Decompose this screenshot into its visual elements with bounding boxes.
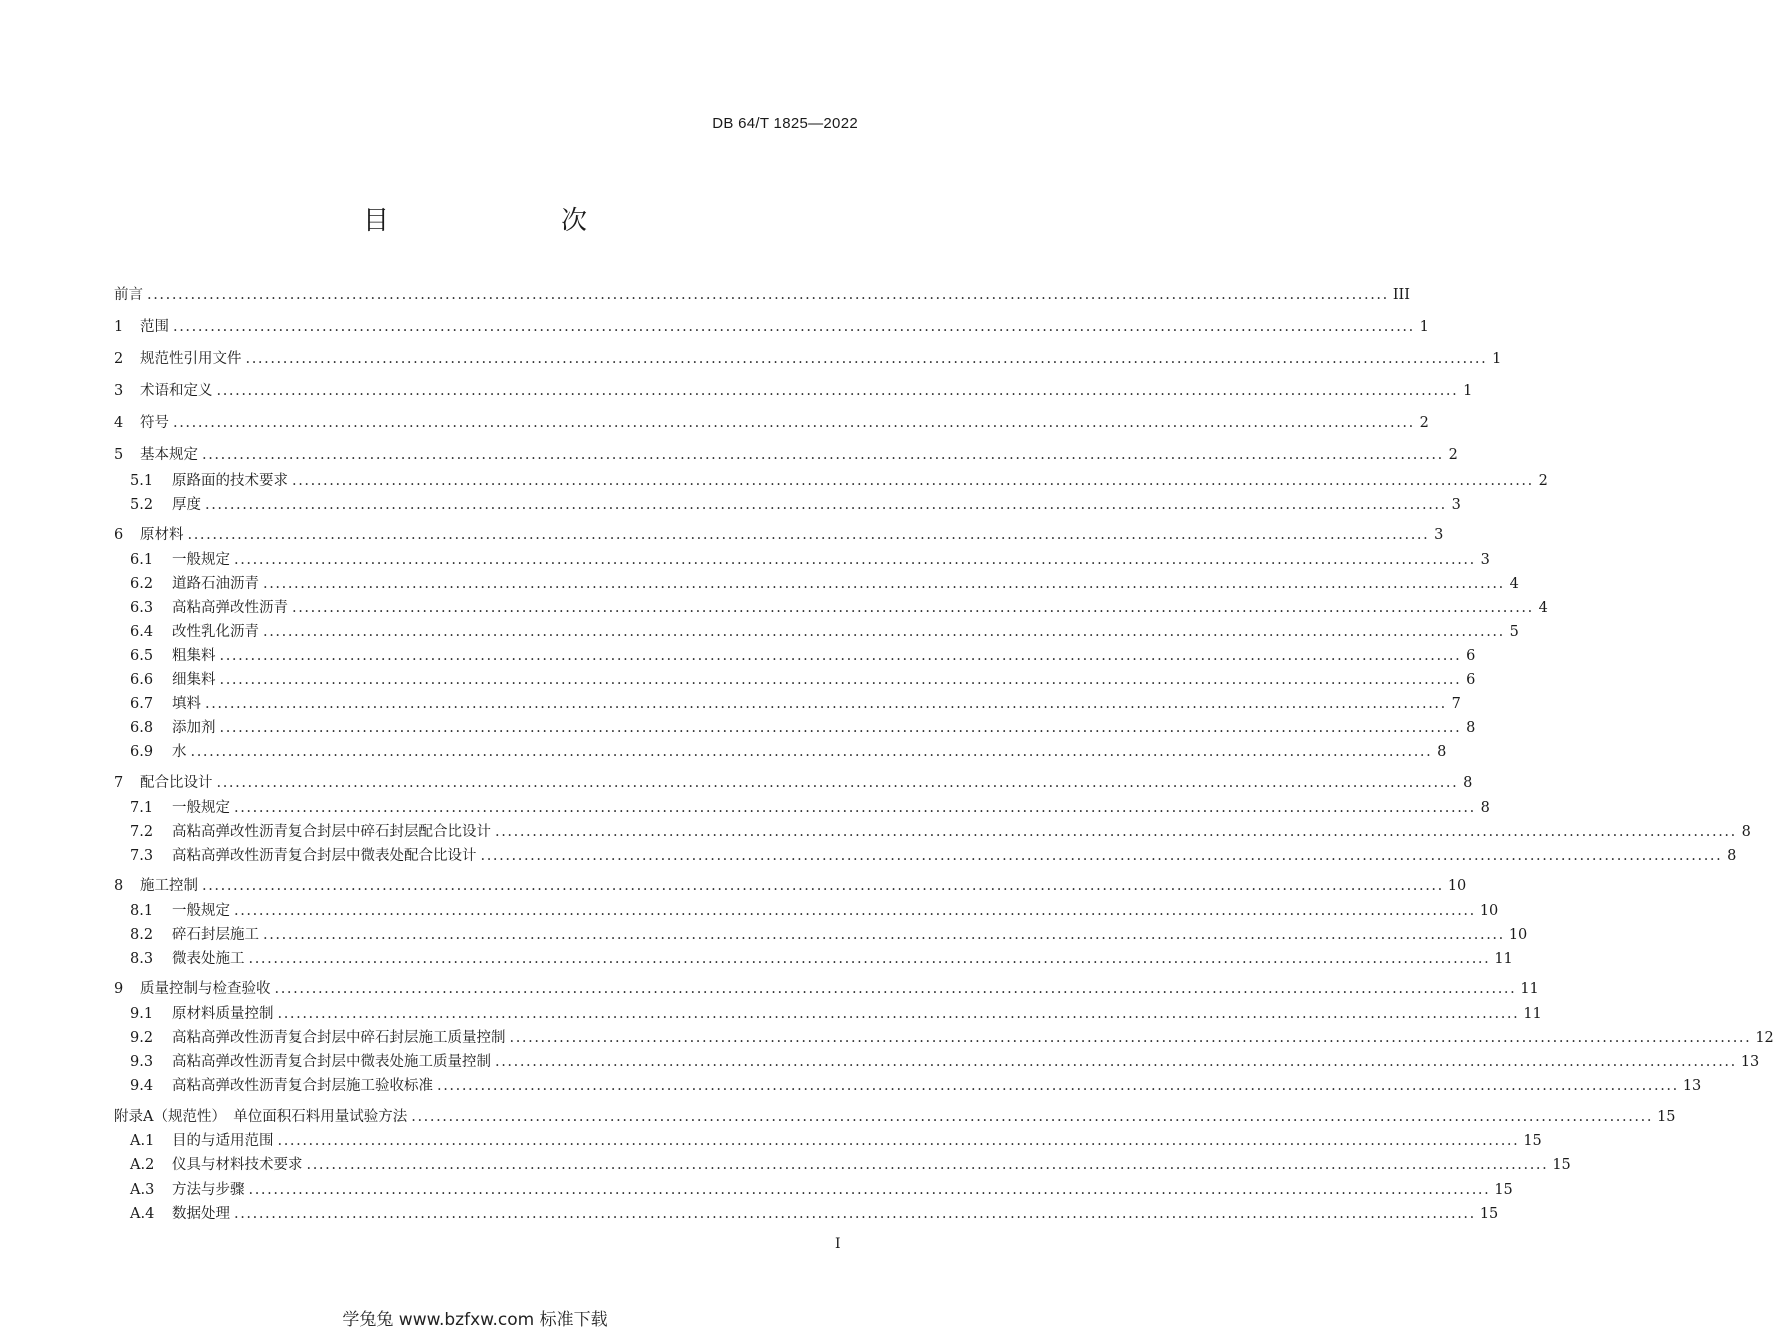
toc-leader-dots: ........................................................................................................................................................................................................: [411, 1109, 1654, 1125]
toc-entry-number: 8.3: [130, 951, 154, 967]
toc-entry-page: 10: [1508, 927, 1528, 943]
toc-entry[interactable]: [130, 742, 1447, 762]
toc-entry[interactable]: [130, 846, 1737, 866]
toc-entry[interactable]: [114, 285, 1411, 305]
toc-entry[interactable]: [130, 1076, 1702, 1096]
toc-entry-number: A.1: [130, 1133, 155, 1149]
toc-entry[interactable]: [130, 1052, 1760, 1072]
toc-leader-dots: ........................................................................................................................................................................................................: [292, 473, 1534, 489]
toc-entry-number: 6.6: [130, 672, 154, 688]
toc-leader-dots: ........................................................................................................................................................................................................: [216, 383, 1459, 399]
toc-entry-page: 11: [1523, 1006, 1542, 1022]
toc-leader-dots: ........................................................................................................................................................................................................: [147, 287, 1389, 303]
toc-entry-label: 原路面的技术要求: [172, 473, 288, 489]
toc-entry[interactable]: [130, 1180, 1513, 1200]
toc-leader-dots: ........................................................................................................................................................................................................: [173, 319, 1415, 335]
toc-leader-dots: ........................................................................................................................................................................................................: [292, 600, 1534, 616]
toc-entry-number: 6.1: [130, 552, 154, 568]
toc-entry-page: 8: [1466, 720, 1476, 736]
toc-entry-label: 配合比设计: [140, 775, 213, 791]
toc-entry-page: 2: [1448, 447, 1458, 463]
toc-entry-number: A.4: [130, 1206, 155, 1222]
toc-entry-number: 8.2: [130, 927, 154, 943]
toc-entry-page: 7: [1451, 696, 1461, 712]
toc-entry-page: 15: [1523, 1133, 1542, 1149]
toc-entry-number: 8: [114, 878, 124, 894]
toc-entry-page: 11: [1494, 951, 1513, 967]
toc-entry-label: 方法与步骤: [172, 1182, 245, 1198]
toc-entry-label: 附录A（规范性） 单位面积石料用量试验方法: [114, 1109, 408, 1125]
toc-entry-number: 8.1: [130, 903, 154, 919]
toc-entry-page: 3: [1434, 527, 1444, 543]
toc-entry-label: 范围: [140, 319, 169, 335]
toc-entry-number: 6.8: [130, 720, 154, 736]
toc-leader-dots: ........................................................................................................................................................................................................: [277, 1006, 1520, 1022]
toc-entry[interactable]: [130, 670, 1476, 690]
toc-leader-dots: ........................................................................................................................................................................................................: [202, 447, 1444, 463]
toc-entry-label: 一般规定: [172, 552, 230, 568]
toc-entry[interactable]: [114, 876, 1467, 896]
toc-entry[interactable]: [130, 550, 1490, 570]
toc-entry-number: 6: [114, 527, 124, 543]
toc-entry-page: III: [1392, 287, 1411, 303]
toc-entry-label: 符号: [140, 415, 169, 431]
toc-entry-page: 8: [1741, 824, 1751, 840]
toc-leader-dots: ........................................................................................................................................................................................................: [277, 1133, 1520, 1149]
toc-leader-dots: ........................................................................................................................................................................................................: [234, 552, 1476, 568]
toc-entry-page: 15: [1657, 1109, 1676, 1125]
toc-entry[interactable]: [114, 381, 1473, 401]
toc-leader-dots: ........................................................................................................................................................................................................: [190, 744, 1433, 760]
toc-entry[interactable]: [130, 694, 1461, 714]
toc-leader-dots: ........................................................................................................................................................................................................: [263, 576, 1505, 592]
toc-entry-page: 1: [1419, 319, 1429, 335]
toc-leader-dots: ........................................................................................................................................................................................................: [263, 927, 1505, 943]
footer-watermark: 学兔兔 www.bzfxw.com 标准下载: [342, 1310, 608, 1330]
toc-entry-page: 4: [1509, 576, 1519, 592]
toc-entry-number: 5.1: [130, 473, 154, 489]
toc-leader-dots: ........................................................................................................................................................................................................: [216, 775, 1459, 791]
toc-leader-dots: ........................................................................................................................................................................................................: [234, 903, 1476, 919]
toc-entry-number: 9.2: [130, 1030, 154, 1046]
toc-entry-page: 8: [1437, 744, 1447, 760]
toc-entry[interactable]: [130, 1204, 1499, 1224]
toc-entry-number: 6.5: [130, 648, 154, 664]
toc-entry-label: 高粘高弹改性沥青复合封层中碎石封层配合比设计: [172, 824, 491, 840]
toc-leader-dots: ........................................................................................................................................................................................................: [263, 624, 1505, 640]
toc-entry[interactable]: [114, 317, 1429, 337]
toc-entry[interactable]: [114, 1107, 1676, 1127]
toc-entry-number: 4: [114, 415, 124, 431]
toc-entry-label: 高粘高弹改性沥青复合封层施工验收标准: [172, 1078, 433, 1094]
toc-entry-number: 2: [114, 351, 124, 367]
toc-entry-number: 7.1: [130, 800, 154, 816]
toc-entry-label: 高粘高弹改性沥青复合封层中微表处施工质量控制: [172, 1054, 491, 1070]
toc-entry-number: 6.4: [130, 624, 154, 640]
toc-leader-dots: ........................................................................................................................................................................................................: [187, 527, 1430, 543]
toc-entry-label: 仪具与材料技术要求: [172, 1157, 303, 1173]
toc-entry-number: 6.9: [130, 744, 154, 760]
toc-leader-dots: ........................................................................................................................................................................................................: [234, 1206, 1476, 1222]
toc-entry[interactable]: [114, 773, 1473, 793]
toc-entry[interactable]: [130, 622, 1519, 642]
toc-entry[interactable]: [130, 598, 1548, 618]
toc-entry-label: 质量控制与检查验收: [140, 981, 271, 997]
toc-entry[interactable]: [130, 495, 1461, 515]
toc-entry-number: A.3: [130, 1182, 155, 1198]
toc-entry[interactable]: [114, 413, 1429, 433]
toc-entry-page: 15: [1552, 1157, 1571, 1173]
document-code: DB 64/T 1825—2022: [712, 115, 858, 132]
toc-entry-label: 细集料: [172, 672, 216, 688]
toc-leader-dots: ........................................................................................................................................................................................................: [234, 800, 1476, 816]
toc-entry-page: 6: [1466, 648, 1476, 664]
toc-entry-page: 15: [1479, 1206, 1499, 1222]
toc-entry-number: 9.3: [130, 1054, 154, 1070]
toc-entry[interactable]: [114, 349, 1502, 369]
page-number: I: [835, 1236, 841, 1252]
toc-entry[interactable]: [130, 646, 1476, 666]
toc-entry-label: 目的与适用范围: [172, 1133, 274, 1149]
toc-entry-label: 高粘高弹改性沥青: [172, 600, 288, 616]
toc-entry[interactable]: [130, 574, 1519, 594]
toc-entry-label: 厚度: [172, 497, 201, 513]
toc-entry-label: 微表处施工: [172, 951, 245, 967]
toc-entry-label: 原材料质量控制: [172, 1006, 274, 1022]
toc-entry-label: 高粘高弹改性沥青复合封层中微表处配合比设计: [172, 848, 477, 864]
toc-leader-dots: ........................................................................................................................................................................................................: [219, 720, 1462, 736]
toc-leader-dots: ........................................................................................................................................................................................................: [202, 878, 1444, 894]
toc-entry[interactable]: [130, 1155, 1571, 1175]
toc-entry[interactable]: [130, 1028, 1774, 1048]
toc-leader-dots: ........................................................................................................................................................................................................: [173, 415, 1415, 431]
toc-entry-page: 13: [1740, 1054, 1760, 1070]
toc-entry[interactable]: [130, 949, 1513, 969]
toc-entry-number: 7.3: [130, 848, 154, 864]
toc-entry[interactable]: [130, 1131, 1542, 1151]
toc-entry-label: 添加剂: [172, 720, 216, 736]
toc-entry[interactable]: [130, 1004, 1542, 1024]
toc-entry[interactable]: [130, 718, 1476, 738]
toc-entry-number: 9.1: [130, 1006, 154, 1022]
toc-entry[interactable]: [114, 525, 1444, 545]
page-title: 目 次: [362, 206, 627, 236]
toc-entry-page: 1: [1463, 383, 1473, 399]
toc-entry[interactable]: [130, 925, 1528, 945]
toc-leader-dots: ........................................................................................................................................................................................................: [205, 497, 1447, 513]
toc-entry[interactable]: [114, 979, 1539, 999]
toc-entry-page: 6: [1466, 672, 1476, 688]
toc-entry-label: 改性乳化沥青: [172, 624, 259, 640]
toc-entry-page: 3: [1451, 497, 1461, 513]
toc-leader-dots: ........................................................................................................................................................................................................: [245, 351, 1488, 367]
toc-entry-label: 粗集料: [172, 648, 216, 664]
toc-leader-dots: ........................................................................................................................................................................................................: [306, 1157, 1549, 1173]
toc-entry-page: 10: [1447, 878, 1467, 894]
toc-entry-label: 术语和定义: [140, 383, 213, 399]
toc-entry-page: 2: [1419, 415, 1429, 431]
toc-entry-label: 一般规定: [172, 800, 230, 816]
toc-entry-label: 施工控制: [140, 878, 198, 894]
toc-entry-page: 3: [1480, 552, 1490, 568]
toc-entry-number: 9.4: [130, 1078, 154, 1094]
toc-leader-dots: ........................................................................................................................................................................................................: [219, 648, 1462, 664]
toc-entry-page: 11: [1520, 981, 1539, 997]
toc-entry-number: 7: [114, 775, 124, 791]
toc-entry[interactable]: [130, 471, 1548, 491]
toc-entry-label: 水: [172, 744, 187, 760]
toc-entry-label: 高粘高弹改性沥青复合封层中碎石封层施工质量控制: [172, 1030, 506, 1046]
toc-entry[interactable]: [130, 822, 1751, 842]
toc-leader-dots: ........................................................................................................................................................................................................: [248, 1182, 1491, 1198]
toc-leader-dots: ........................................................................................................................................................................................................: [205, 696, 1447, 712]
toc-entry-label: 碎石封层施工: [172, 927, 259, 943]
toc-entry-number: 6.7: [130, 696, 154, 712]
toc-entry-page: 4: [1538, 600, 1548, 616]
toc-entry-number: 3: [114, 383, 124, 399]
toc-entry-label: 规范性引用文件: [140, 351, 242, 367]
toc-entry-page: 2: [1538, 473, 1548, 489]
toc-leader-dots: ........................................................................................................................................................................................................: [248, 951, 1491, 967]
toc-entry-page: 12: [1755, 1030, 1774, 1046]
toc-entry-number: 7.2: [130, 824, 154, 840]
toc-entry-page: 8: [1480, 800, 1490, 816]
toc-entry-number: 5.2: [130, 497, 154, 513]
toc-entry-label: 基本规定: [140, 447, 198, 463]
toc-entry-label: 填料: [172, 696, 201, 712]
toc-entry-number: 1: [114, 319, 124, 335]
toc-entry-page: 10: [1479, 903, 1499, 919]
toc-entry[interactable]: [130, 798, 1490, 818]
toc-leader-dots: ........................................................................................................................................................................................................: [480, 848, 1723, 864]
toc-entry-number: 5: [114, 447, 124, 463]
toc-entry-number: A.2: [130, 1157, 155, 1173]
toc-leader-dots: ........................................................................................................................................................................................................: [495, 1054, 1737, 1070]
toc-entry-number: 6.3: [130, 600, 154, 616]
toc-entry[interactable]: [114, 445, 1458, 465]
toc-entry-page: 1: [1492, 351, 1502, 367]
toc-entry-label: 道路石油沥青: [172, 576, 259, 592]
toc-leader-dots: ........................................................................................................................................................................................................: [274, 981, 1517, 997]
toc-entry-number: 9: [114, 981, 124, 997]
toc-entry-page: 8: [1727, 848, 1737, 864]
toc-leader-dots: ........................................................................................................................................................................................................: [437, 1078, 1679, 1094]
toc-entry-number: 6.2: [130, 576, 154, 592]
toc-entry-page: 5: [1509, 624, 1519, 640]
toc-leader-dots: ........................................................................................................................................................................................................: [509, 1030, 1752, 1046]
toc-leader-dots: ........................................................................................................................................................................................................: [495, 824, 1737, 840]
toc-entry-page: 13: [1682, 1078, 1702, 1094]
toc-entry-label: 前言: [114, 287, 143, 303]
toc-entry-label: 原材料: [140, 527, 184, 543]
toc-entry-page: 15: [1494, 1182, 1513, 1198]
toc-entry-label: 一般规定: [172, 903, 230, 919]
toc-leader-dots: ........................................................................................................................................................................................................: [219, 672, 1462, 688]
toc-entry-page: 8: [1463, 775, 1473, 791]
toc-entry[interactable]: [130, 901, 1499, 921]
toc-entry-label: 数据处理: [172, 1206, 230, 1222]
